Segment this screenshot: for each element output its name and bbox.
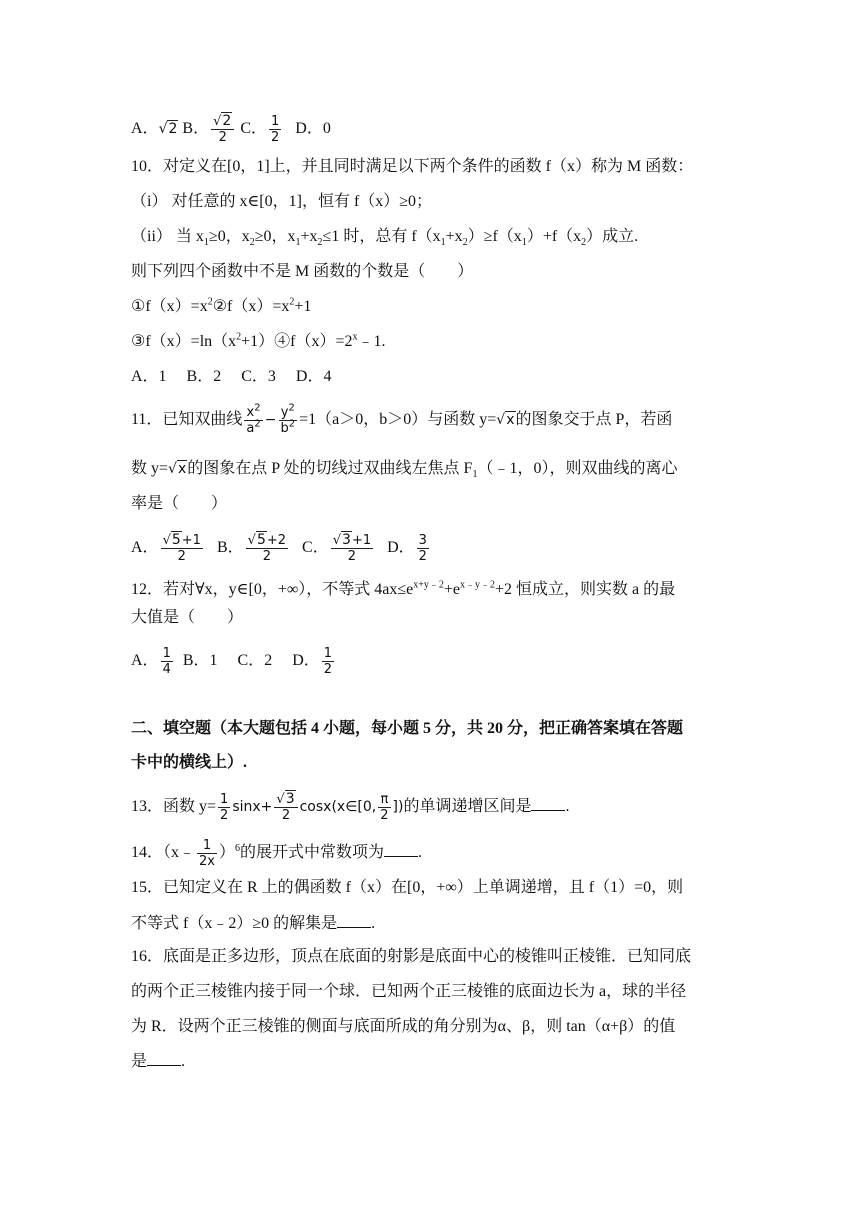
frac-option-c: $\frac{√3+1}{2}$ bbox=[332, 532, 372, 564]
frac-1-2-d: $\frac{1}{2}$ bbox=[323, 646, 333, 677]
option-c-label: C． bbox=[240, 120, 267, 138]
q11-line-3: 率是（ ） bbox=[131, 495, 228, 512]
q12-options: A． $\frac{1}{4}$ B．1 C．2 D． $\frac{1}{2}$ bbox=[131, 646, 333, 677]
q10-question: 则下列四个函数中不是 M 函数的个数是（ ） bbox=[131, 263, 474, 280]
option-a-label: A． bbox=[131, 120, 159, 138]
frac-1-2-a: $\frac{1}{2}$ bbox=[220, 792, 229, 823]
q14: 14．（x﹣ $\frac{1}{2x}$ ）$^6$的展开式中常数项为 . bbox=[131, 838, 423, 869]
q11-options: A． $\frac{√5+1}{2}$ B． $\frac{√5+2}{2}$ C． $\frac{√3+1}{2}$ D． $\frac{3}{2}$ bbox=[131, 532, 427, 564]
q15-line-1: 15．已知定义在 R 上的偶函数 f（x）在[0，+∞）上单调递增，且 f（1）=0，则 bbox=[131, 879, 684, 896]
q10-condition-1: （i） 对任意的 x∈[0，1]，恒有 f（x）≥0； bbox=[131, 193, 433, 210]
q16-line-2: 的两个正三棱锥内接于同一个球．已知两个正三棱锥的底面边长为 a，球的半径 bbox=[131, 983, 687, 1000]
answer-blank-15 bbox=[337, 913, 371, 928]
option-d: D．0 bbox=[295, 120, 331, 138]
frac-y2-b2: $\frac{y^2}{b^2}$ bbox=[280, 402, 296, 436]
sqrt-x: √x bbox=[496, 412, 515, 429]
frac-option-b: $\frac{√5+2}{2}$ bbox=[247, 532, 287, 564]
answer-blank-16 bbox=[147, 1051, 181, 1066]
q9-options bbox=[131, 114, 331, 145]
q16-line-4: 是 . bbox=[131, 1053, 186, 1070]
section-2-heading: 二、填空题（本大题包括 4 小题，每小题 5 分，共 20 分，把正确答案填在答题 bbox=[131, 720, 684, 737]
frac-x2-a2: $\frac{x^2}{a^2}$ bbox=[246, 402, 261, 436]
q15-line-2: 不等式 f（x﹣2）≥0 的解集是 . bbox=[131, 915, 376, 932]
answer-blank-14 bbox=[384, 842, 418, 857]
sqrt-2: √2 bbox=[158, 121, 178, 138]
frac-option-d: $\frac{3}{2}$ bbox=[418, 533, 427, 564]
frac-sqrt2-over-2: $\frac{√2}{2}$ bbox=[211, 114, 234, 145]
q10-condition-2: （ii） 当 $x_1\ge 0$，$x_2\ge 0$，$x_1+x_2\le 1$ 时，总有 $f(x_1+x_2)\ge f(x_1)+f(x_2)$成立. bbox=[131, 228, 639, 249]
section-2-heading-cont: 卡中的横线上）. bbox=[131, 754, 248, 771]
sqrt-x-2: √x bbox=[168, 461, 187, 477]
q16-line-1: 16．底面是正多边形，顶点在底面的射影是底面中心的棱锥叫正棱锥．已知同底 bbox=[131, 948, 692, 965]
frac-1-2x: $\frac{1}{2x}$ bbox=[199, 838, 215, 869]
q13: 13．函数 y= $\frac{1}{2}$ sinx+ $\frac{√3}{2}$ cosx(x∈[0, $\frac{\pi}{2}$ ])的单调递增区间是 . bbox=[131, 791, 570, 823]
frac-1-4: $\frac{1}{4}$ bbox=[162, 646, 171, 677]
q12-line-1: 12．若对∀x，y∈[0，+∞），不等式 $4ax\le e^{x+y﹣2}+e^{x﹣y﹣2}+2$ 恒成立，则实数 a 的最 bbox=[131, 579, 676, 598]
frac-pi-2: $\frac{\pi}{2}$ bbox=[380, 792, 389, 823]
q10-functions-1: $①f(x)=x^2②f(x)=x^2+1$ bbox=[131, 296, 312, 315]
frac-sqrt3-2: $\frac{√3}{2}$ bbox=[274, 792, 297, 823]
q12-line-2: 大值是（ ） bbox=[131, 609, 244, 626]
answer-blank-13 bbox=[531, 796, 565, 811]
frac-option-a: $\frac{√5+1}{2}$ bbox=[162, 532, 201, 564]
q10-stem: 10．对定义在[0，1]上，并且同时满足以下两个条件的函数 f（x）称为 M 函数： bbox=[131, 158, 694, 175]
option-b-label: B． bbox=[182, 120, 210, 138]
q10-functions-2: $③f(x)=\ln(x^2+1)④f(x)=2^x﹣1$. bbox=[131, 331, 386, 350]
q11-line-1: 11．已知双曲线 $\frac{x^2}{a^2}$ − $\frac{y^2}{b^2}$ =1（a＞0，b＞0）与函数 y=√x的图象交于点 P，若函 bbox=[131, 402, 673, 436]
frac-1-over-2: $\frac{1}{2}$ bbox=[271, 114, 280, 145]
q10-options: A．1 B．2 C．3 D．4 bbox=[131, 368, 332, 385]
q11-line-2: 数 y=√x的图象在点 P 处的切线过双曲线左焦点 $F_1(﹣1$，0），则双曲线的离心 bbox=[131, 460, 678, 481]
q16-line-3: 为 R．设两个正三棱锥的侧面与底面所成的角分别为α、β，则 tan（α+β）的值 bbox=[131, 1018, 676, 1035]
